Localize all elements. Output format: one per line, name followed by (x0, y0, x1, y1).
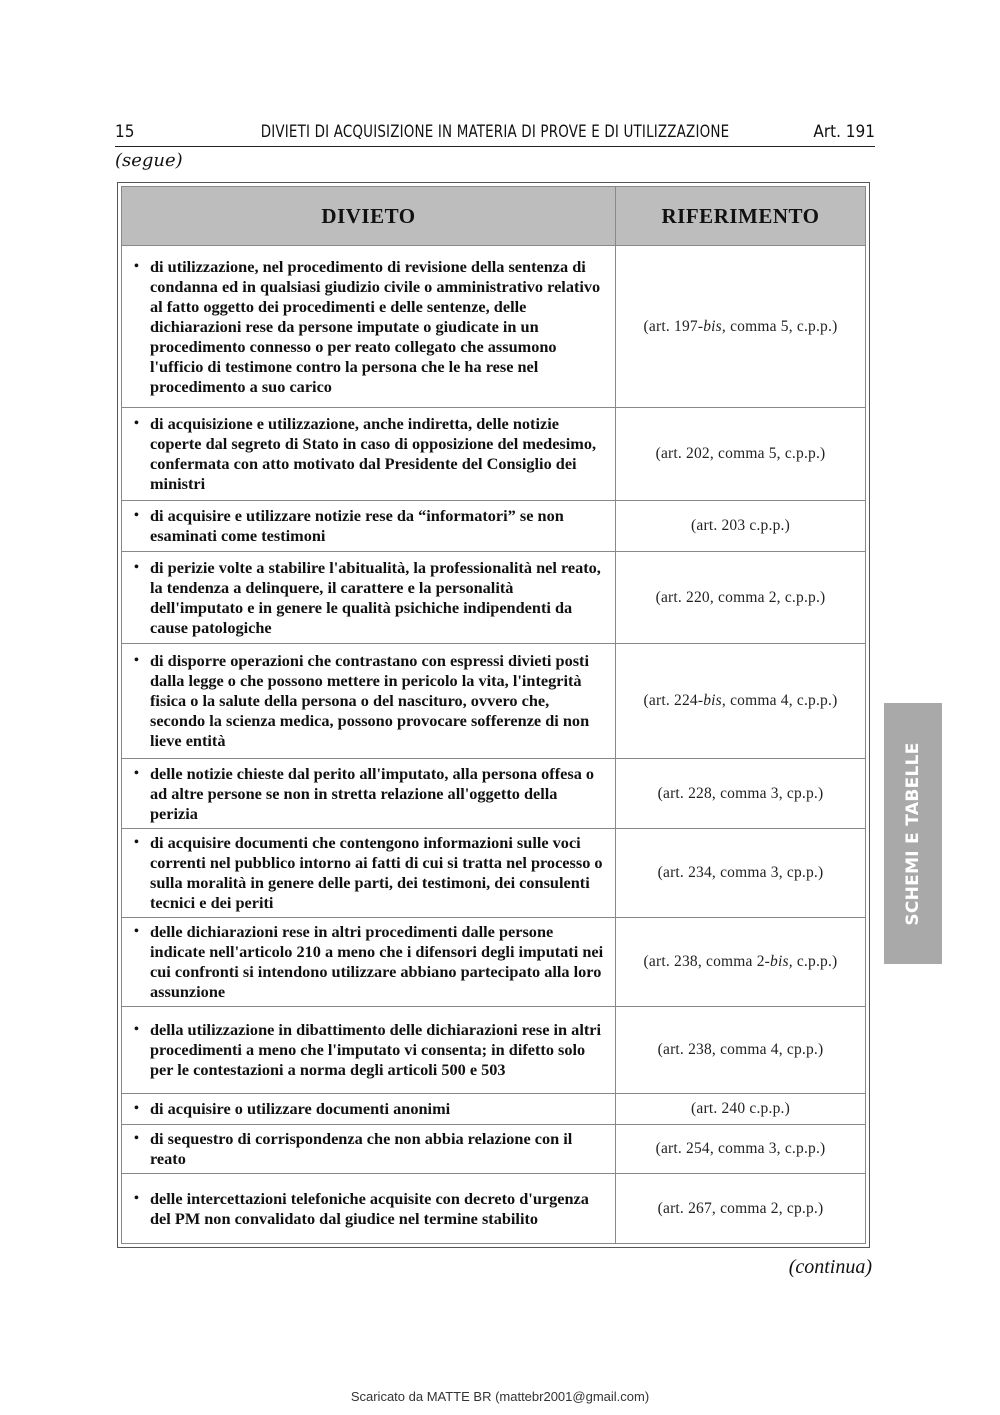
table-row (122, 246, 866, 408)
riferimento-suffix: , comma 5, c.p.p.) (721, 317, 838, 335)
divieto-text: delle dichiarazioni rese in altri procedimenti dalle persone indicate nell'articolo 210 a meno che i difensori degli imputati nei cui confronti si intendono utilizzare abbiano partecipato alla loro assunzione (150, 922, 604, 1001)
bullet-icon: • (134, 835, 139, 850)
divieto-cell (122, 759, 616, 829)
divieto-text: di perizie volte a stabilire l'abitualità, la professionalità nel reato, la tendenza a delinquere, il carattere e la personalità dell'imputato e in genere le qualità psichiche indipendenti da cause patologiche (150, 557, 601, 637)
header-article: Art. 191 (813, 122, 875, 142)
riferimento-text: (art. 267, comma 2, cp.p.) (657, 1199, 824, 1217)
riferimento-italic: bis (703, 317, 722, 335)
riferimento-cell (616, 552, 866, 644)
riferimento-text: (art. 202, comma 5, c.p.p.) (655, 445, 826, 462)
divieto-cell (122, 1007, 616, 1094)
riferimento-text: (art. 234, comma 3, cp.p.) (657, 864, 824, 881)
riferimento-text: (art. 240 c.p.p.) (691, 1100, 790, 1117)
riferimento-cell (616, 918, 866, 1007)
riferimento-italic: bis (703, 692, 722, 709)
table-row (122, 1174, 866, 1244)
riferimento-text: (art. 197- (643, 317, 704, 335)
column-header-divieto: DIVIETO (122, 187, 616, 246)
divieto-cell (122, 829, 616, 918)
riferimento-suffix: c.p.p.) (792, 953, 838, 970)
table-row (122, 829, 866, 918)
continua-label: (continua) (788, 1256, 872, 1278)
bullet-icon: • (134, 765, 139, 781)
divieto-cell (122, 408, 616, 501)
riferimento-cell (616, 644, 866, 759)
divieti-table (121, 186, 866, 1244)
divieto-cell (122, 1174, 616, 1244)
header-title: DIVIETI DI ACQUISIZIONE IN MATERIA DI PROVE E DI UTILIZZAZIONE (260, 122, 730, 142)
divieto-cell (122, 501, 616, 552)
riferimento-text: (art. 220, comma 2, c.p.p.) (655, 588, 826, 606)
table-frame (117, 182, 870, 1248)
side-tab (884, 703, 942, 964)
bullet-icon: • (134, 924, 139, 939)
riferimento-text: (art. 238, comma 2- (643, 953, 771, 970)
column-header-riferimento: RIFERIMENTO (616, 187, 866, 246)
riferimento-cell (616, 1007, 866, 1094)
riferimento-cell (616, 501, 866, 552)
table-row (122, 501, 866, 552)
riferimento-italic: bis, (770, 953, 793, 970)
divieto-cell (122, 644, 616, 759)
riferimento-cell (616, 246, 866, 408)
table-row (122, 644, 866, 759)
divieto-text: della utilizzazione in dibattimento delle dichiarazioni rese in altri procedimenti a meno che l'imputato vi consenta; in difetto solo per le contestazioni a norma degli articoli 500 e 503 (150, 1020, 602, 1079)
divieto-text: di acquisire e utilizzare notizie rese da “informatori” se non esaminati come testimoni (150, 506, 564, 545)
divieto-text: delle intercettazioni telefoniche acquisite con decreto d'urgenza del PM non convalidato dal giudice nel termine stabilito (150, 1188, 589, 1228)
running-header (115, 120, 875, 147)
divieto-text: di acquisire documenti che contengono informazioni sulle voci correnti nel pubblico intorno ai fatti di cui si tratta nel processo o sulla moralità in genere delle parti, dei testimoni, dei consulenti tecnici e dei periti (150, 833, 603, 912)
divieto-text: di utilizzazione, nel procedimento di revisione della sentenza di condanna ed in qualsiasi giudizio civile o amministrativo relativo al fatto oggetto dei procedimenti e delle sentenze, delle dichiarazioni rese da persone imputate o giudicate in un procedimento connesso o per reato collegato che assumono l'ufficio di testimone contro la persona che le ha rese nel procedimento a suo carico (150, 256, 601, 396)
divieto-text: di sequestro di corrispondenza che non abbia relazione con il reato (150, 1129, 573, 1168)
table-row (122, 552, 866, 644)
riferimento-cell (616, 1174, 866, 1244)
bullet-icon: • (134, 1190, 139, 1206)
divieto-cell (122, 1125, 616, 1174)
page-number: 15 (115, 122, 135, 142)
table-row (122, 1094, 866, 1125)
riferimento-cell (616, 408, 866, 501)
bullet-icon: • (134, 258, 139, 274)
divieto-text: delle notizie chieste dal perito all'imputato, alla persona offesa o ad altre persone se non in stretta relazione all'oggetto della perizia (150, 763, 595, 823)
riferimento-suffix: , comma 4, c.p.p.) (721, 692, 838, 709)
table-row (122, 759, 866, 829)
bullet-icon: • (134, 1022, 139, 1037)
table-row (122, 1007, 866, 1094)
divieto-cell (122, 246, 616, 408)
bullet-icon: • (134, 559, 139, 575)
table-row (122, 408, 866, 501)
bullet-icon: • (134, 1131, 139, 1146)
divieto-text: di acquisire o utilizzare documenti anonimi (150, 1099, 451, 1118)
riferimento-cell (616, 829, 866, 918)
segue-label: (segue) (115, 150, 183, 171)
divieto-text: di disporre operazioni che contrastano con espressi divieti posti dalla legge o che possono mettere in pericolo la vita, l'integrità fisica o la salute della persona o del nascituro, ovvero che, secondo la scienza medica, possono provocare sofferenze di non lieve entità (150, 651, 590, 750)
download-footer: Scaricato da MATTE BR (mattebr2001@gmail.com) (350, 1389, 650, 1404)
divieto-text: di acquisizione e utilizzazione, anche indiretta, delle notizie coperte dal segreto di Stato in caso di opposizione del medesimo, confermata con atto motivato dal Presidente del Consiglio dei ministri (150, 414, 597, 493)
table-header-row (122, 187, 866, 246)
divieto-cell (122, 1094, 616, 1125)
riferimento-text: (art. 228, comma 3, cp.p.) (657, 784, 824, 802)
divieto-cell (122, 552, 616, 644)
bullet-icon: • (134, 508, 139, 523)
side-tab-label: SCHEMI E TABELLE (903, 741, 923, 926)
table-row (122, 918, 866, 1007)
riferimento-cell (616, 759, 866, 829)
riferimento-text: (art. 224- (643, 692, 704, 709)
riferimento-text: (art. 203 c.p.p.) (691, 517, 790, 534)
divieto-cell (122, 918, 616, 1007)
riferimento-cell (616, 1094, 866, 1125)
bullet-icon: • (134, 653, 139, 668)
riferimento-text: (art. 238, comma 4, cp.p.) (657, 1041, 824, 1058)
bullet-icon: • (134, 416, 139, 431)
riferimento-text: (art. 254, comma 3, c.p.p.) (655, 1140, 826, 1157)
bullet-icon: • (134, 1101, 139, 1116)
riferimento-cell (616, 1125, 866, 1174)
table-row (122, 1125, 866, 1174)
